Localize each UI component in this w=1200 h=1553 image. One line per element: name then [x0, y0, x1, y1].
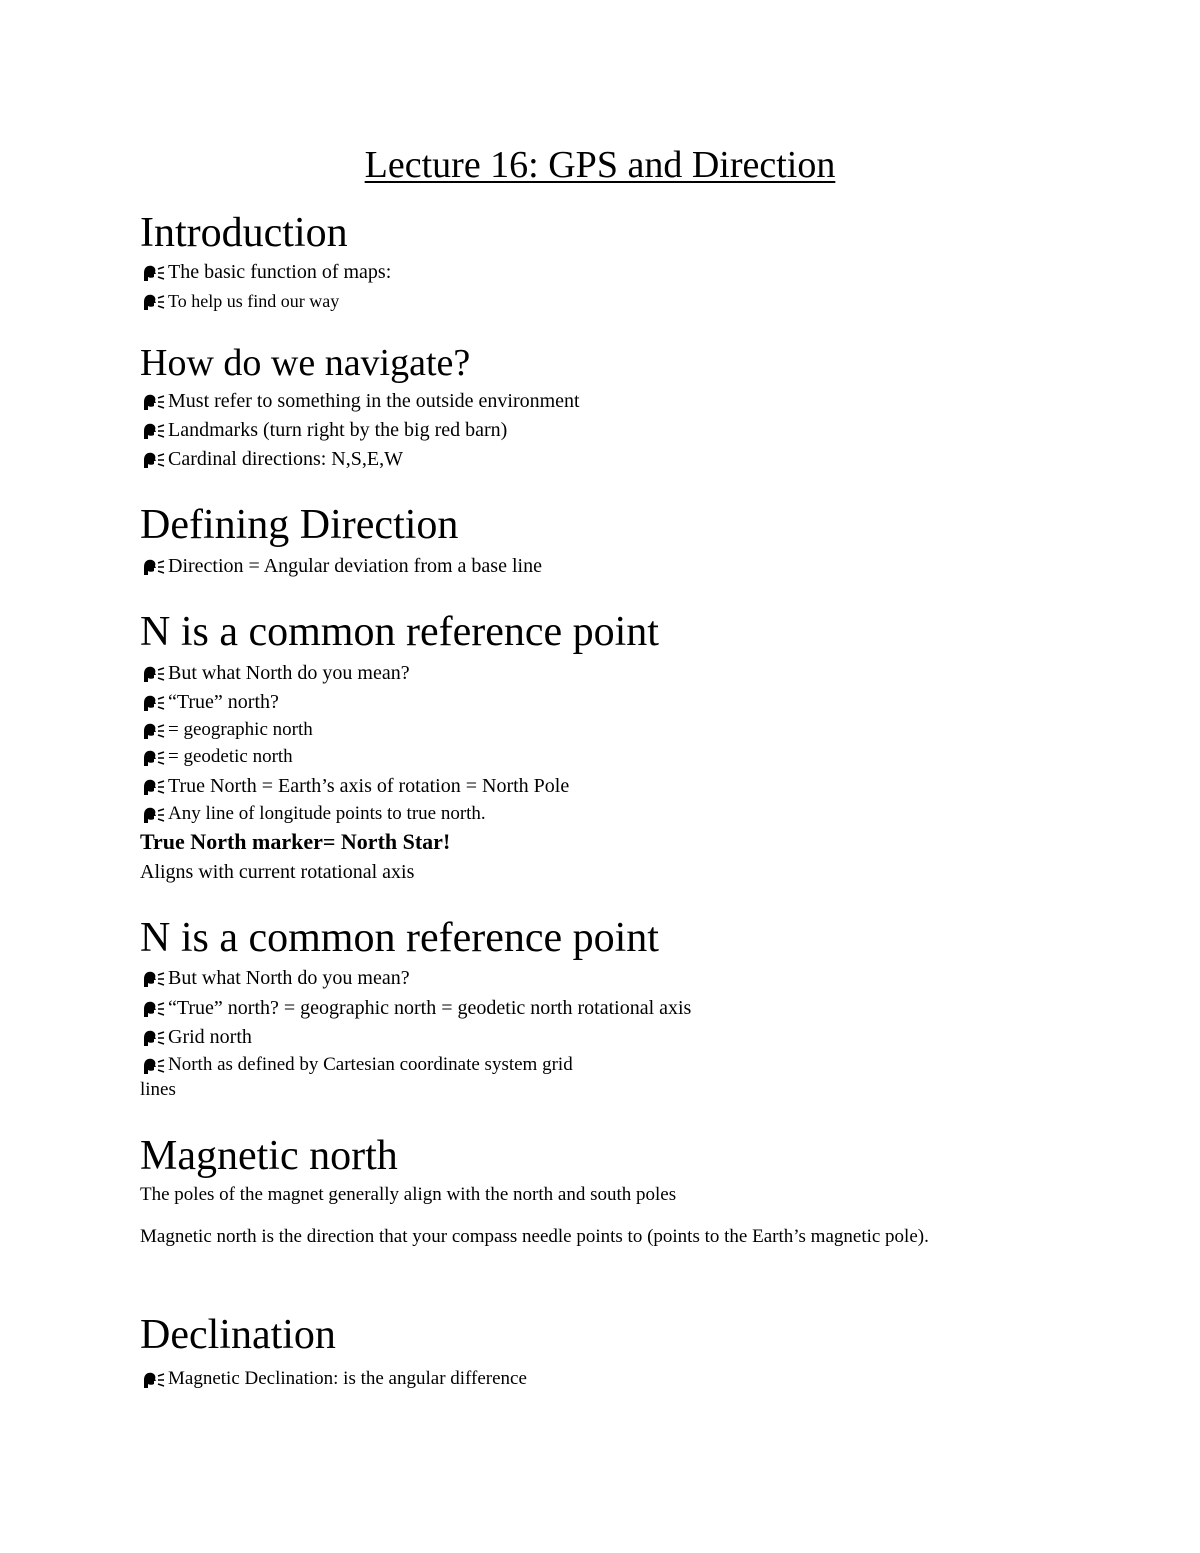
- plain-line: lines: [140, 1079, 176, 1100]
- section-heading-navigate: How do we navigate?: [140, 342, 471, 384]
- speaking-head-icon: [140, 998, 168, 1018]
- list-item-text: Magnetic Declination: is the angular difference: [168, 1368, 527, 1389]
- list-item: [140, 744, 293, 770]
- list-item: [140, 1024, 252, 1050]
- list-item: [140, 417, 507, 443]
- paragraph: The poles of the magnet generally align with the north and south poles: [140, 1184, 677, 1205]
- list-item-text: Landmarks (turn right by the big red barn): [168, 419, 508, 441]
- list-item: [140, 717, 313, 743]
- plain-line: Aligns with current rotational axis: [140, 861, 415, 883]
- speaking-head-icon: [140, 1369, 168, 1389]
- page-title: Lecture 16: GPS and Direction: [364, 144, 836, 186]
- speaking-head-icon: [140, 663, 168, 683]
- list-item: [140, 259, 391, 285]
- section-heading-magnetic-north: Magnetic north: [140, 1133, 398, 1179]
- speaking-head-icon: [140, 804, 168, 824]
- section-heading-reference-point-2: N is a common reference point: [140, 915, 659, 961]
- list-item-text: But what North do you mean?: [168, 662, 410, 684]
- list-item-text: The basic function of maps:: [168, 261, 392, 283]
- list-item: [140, 1052, 573, 1078]
- list-item-text: Cardinal directions: N,S,E,W: [168, 448, 403, 470]
- list-item: [140, 1366, 527, 1392]
- list-item: [140, 388, 580, 414]
- speaking-head-icon: [140, 968, 168, 988]
- list-item: [140, 446, 403, 472]
- section-heading-defining-direction: Defining Direction: [140, 502, 459, 548]
- speaking-head-icon: [140, 1055, 168, 1075]
- list-item: [140, 689, 279, 715]
- speaking-head-icon: [140, 449, 168, 469]
- bold-line: True North marker= North Star!: [140, 829, 451, 854]
- list-item: [140, 995, 691, 1021]
- speaking-head-icon: [140, 776, 168, 796]
- list-item: [140, 801, 486, 827]
- speaking-head-icon: [140, 420, 168, 440]
- list-item-text: = geodetic north: [168, 746, 293, 767]
- list-item-text: But what North do you mean?: [168, 967, 410, 989]
- section-heading-declination: Declination: [140, 1312, 336, 1358]
- list-item-text: True North = Earth’s axis of rotation = North Pole: [168, 775, 570, 797]
- section-heading-reference-point: N is a common reference point: [140, 609, 659, 655]
- speaking-head-icon: [140, 720, 168, 740]
- list-item-text: “True” north? = geographic north = geodetic north rotational axis: [168, 997, 692, 1019]
- section-heading-introduction: Introduction: [140, 210, 348, 256]
- list-item: [140, 660, 410, 686]
- list-item-text: Must refer to something in the outside environment: [168, 390, 580, 412]
- list-item-text: North as defined by Cartesian coordinate system grid: [168, 1054, 573, 1075]
- list-item-text: Any line of longitude points to true north.: [168, 803, 486, 824]
- list-item: [140, 288, 339, 314]
- list-item-text: Direction = Angular deviation from a base line: [168, 555, 542, 577]
- list-item: [140, 553, 542, 579]
- list-item: [140, 773, 569, 799]
- list-item-text: = geographic north: [168, 719, 313, 740]
- speaking-head-icon: [140, 291, 168, 311]
- speaking-head-icon: [140, 556, 168, 576]
- speaking-head-icon: [140, 391, 168, 411]
- speaking-head-icon: [140, 1027, 168, 1047]
- list-item: [140, 965, 410, 991]
- speaking-head-icon: [140, 747, 168, 767]
- list-item-text: “True” north?: [168, 691, 279, 713]
- list-item-text: Grid north: [168, 1026, 252, 1048]
- speaking-head-icon: [140, 692, 168, 712]
- speaking-head-icon: [140, 262, 168, 282]
- paragraph: Magnetic north is the direction that your compass needle points to (points to the Earth’s magnetic pole).: [140, 1226, 929, 1247]
- list-item-text: To help us find our way: [168, 291, 340, 311]
